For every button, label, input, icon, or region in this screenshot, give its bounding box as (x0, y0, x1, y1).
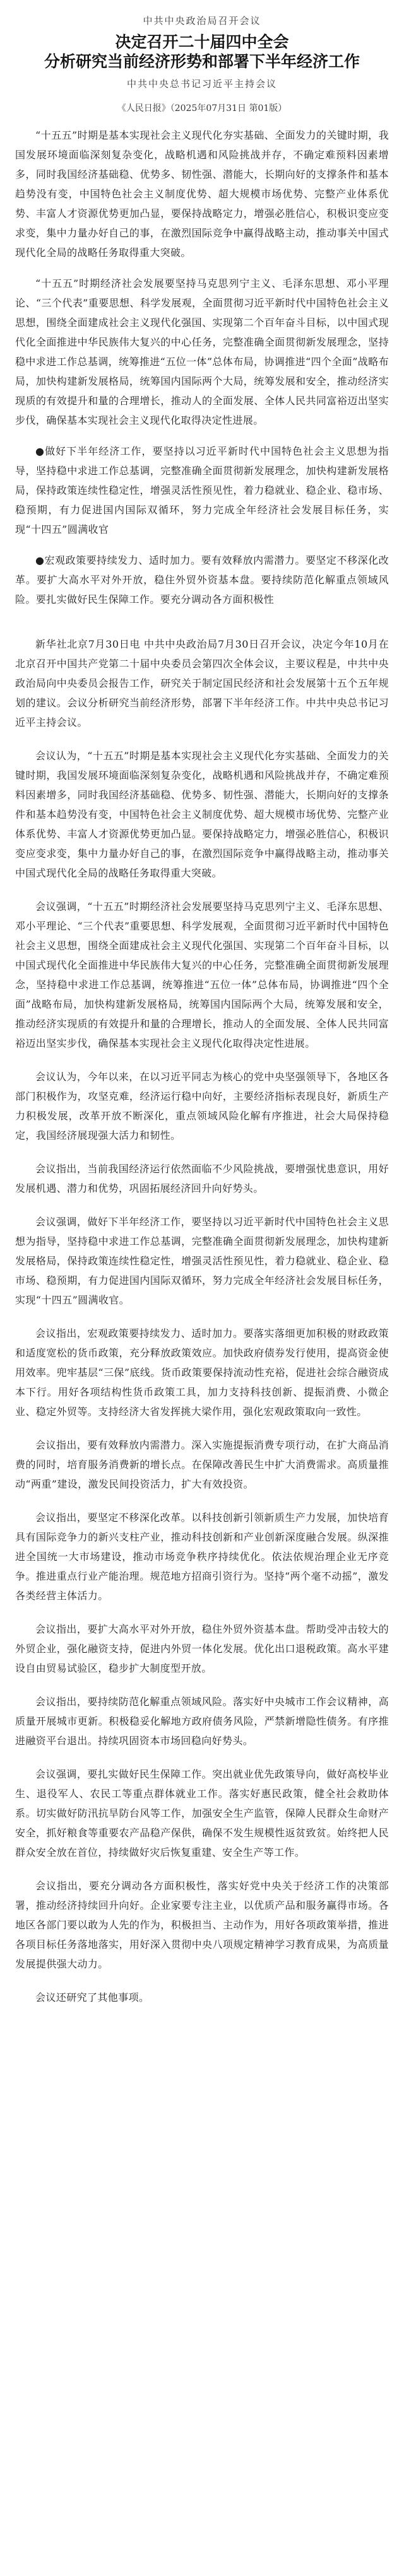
byline: 中共中央总书记习近平主持会议 (126, 78, 277, 90)
body-paragraph: 会议强调，要扎实做好民生保障工作。突出就业优先政策导向，做好高校毕业生、退役军人、农民工等重点群体就业工作。落实好惠民政策，健全社会救助体系。切实做好防汛抗旱防台风等工作，加强安全生产监管，保障人民群众生命财产安全，抓好粮食等重要农产品稳产保供，确保不发生规模性返贫致贫。始终把人民群众安全放在首位，持续做好灾后恢复重建、安全生产等工作。 (15, 1768, 389, 1858)
headline-line-1: 决定召开二十届四中全会 (115, 33, 289, 51)
headline-line-2: 分析研究当前经济形势和部署下半年经济工作 (44, 52, 360, 71)
body-paragraph: 会议强调，“十五五”时期经济社会发展要坚持马克思列宁主义、毛泽东思想、邓小平理论、“三个代表”重要思想、科学发展观，全面贯彻习近平新时代中国特色社会主义思想，围绕全面建成社会主义现代化强国、实现第二个百年奋斗目标，以中国式现代化全面推进中华民族伟大复兴的中心任务，完整准确全面贯彻新发展理念，坚持稳中求进工作总基调，统筹推进“五位一体”总体布局，协调推进“四个全面”战略布局，加快构建新发展格局，统筹国内国际两个大局，统筹发展和安全，推动经济实现质的有效提升和量的合理增长，推动人的全面发展、全体人民共同富裕迈出坚实步伐，确保基本实现社会主义现代化取得决定性进展。 (15, 900, 389, 1049)
body-paragraph: 会议指出，要持续防范化解重点领域风险。落实好中央城市工作会议精神，高质量开展城市更新。积极稳妥化解地方政府债务风险，严禁新增隐性债务。有序推进融资平台退出。持续巩固资本市场回稳向好势头。 (15, 1695, 389, 1747)
body-paragraph: 会议指出，当前我国经济运行依然面临不少风险挑战，要增强忧患意识，用好发展机遇、潜力和优势，巩固拓展经济回升向好势头。 (15, 1162, 389, 1194)
body-section (15, 634, 389, 2007)
lead-section (15, 125, 389, 609)
body-paragraph: 会议指出，宏观政策要持续发力、适时加力。要落实落细更加积极的财政政策和适度宽松的货币政策，充分释放政策效应。加快政府债券发行使用，提高资金使用效率。兜牢基层“三保”底线。货币政策要保持流动性充裕，促进社会综合融资成本下行。用好各项结构性货币政策工具，加力支持科技创新、提振消费、小微企业、稳定外贸等。支持经济大省发挥挑大梁作用，强化宏观政策取向一致性。 (15, 1327, 389, 1418)
body-paragraph: 会议还研究了其他事项。 (35, 1991, 150, 2003)
body-paragraph: 会议指出，要有效释放内需潜力。深入实施提振消费专项行动，在扩大商品消费的同时，培育服务消费新的增长点。在保障改善民生中扩大消费需求。高质量推动“两重”建设，激发民间投资活力，扩大有效投资。 (15, 1438, 389, 1490)
body-paragraph: 会议认为，今年以来，在以习近平同志为核心的党中央坚强领导下，各地区各部门积极作为，攻坚克难，经济运行稳中向好，主要经济指标表现良好，新质生产力积极发展，改革开放不断深化，重点领域风险化解有序推进，社会大局保持稳定，我国经济展现强大活力和韧性。 (15, 1070, 389, 1141)
lead-paragraph: ●做好下半年经济工作，要坚持以习近平新时代中国特色社会主义思想为指导，坚持稳中求进工作总基调，完整准确全面贯彻新发展理念，加快构建新发展格局，保持政策连续性稳定性，增强灵活性预见性，着力稳就业、稳企业、稳市场、稳预期，有力促进国内国际双循环，努力完成全年经济社会发展目标任务，实现“十四五”圆满收官 (15, 445, 389, 535)
body-paragraph: 会议指出，要扩大高水平对外开放，稳住外贸外资基本盘。帮助受冲击较大的外贸企业，强化融资支持，促进内外贸一体化发展。优化出口退税政策。高水平建设自由贸易试验区，稳步扩大制度型开放。 (15, 1623, 389, 1674)
source-line: 《人民日报》（2025年07月31日 第01版） (117, 103, 287, 114)
kicker: 中共中央政治局召开会议 (143, 15, 261, 26)
lead-paragraph: “十五五”时期经济社会发展要坚持马克思列宁主义、毛泽东思想、邓小平理论、“三个代表”重要思想、科学发展观，全面贯彻习近平新时代中国特色社会主义思想，围绕全面建成社会主义现代化强国、实现第二个百年奋斗目标，以中国式现代化全面推进中华民族伟大复兴的中心任务，完整准确全面贯彻新发展理念，坚持稳中求进工作总基调，统筹推进“五位一体”总体布局，协调推进“四个全面”战略布局，加快构建新发展格局，统筹国内国际两个大局，统筹发展和安全，推动经济实现质的有效提升和量的合理增长，推动人的全面发展、全体人民共同富裕迈出坚实步伐，确保基本实现社会主义现代化取得决定性进展。 (15, 277, 389, 426)
body-paragraph: 会议指出，要充分调动各方面积极性，落实好党中央关于经济工作的决策部署，推动经济持续回升向好。企业家要专注主业，以优质产品和服务赢得市场。各地区各部门要以敢为人先的作为，积极担当、主动作为，用好各项政策举措，推进各项目标任务落地落实，用好深入贯彻中央八项规定精神学习教育成果，为高质量发展提供强大动力。 (15, 1879, 389, 1970)
body-paragraph: 会议指出，要坚定不移深化改革。以科技创新引领新质生产力发展，加快培育具有国际竞争力的新兴支柱产业，推动科技创新和产业创新深度融合发展。纵深推进全国统一大市场建设，推动市场竞争秩序持续优化。依法依规治理企业无序竞争。推进重点行业产能治理。规范地方招商引资行为。坚持“两个毫不动摇”，激发各类经营主体活力。 (15, 1511, 389, 1602)
body-paragraph: 会议认为，“十五五”时期是基本实现社会主义现代化夯实基础、全面发力的关键时期，我国发展环境面临深刻复杂变化，战略机遇和风险挑战并存，不确定难预料因素增多，同时我国经济基础稳、优势多、韧性强、潜能大，长期向好的支撑条件和基本趋势没有变，中国特色社会主义制度优势、超大规模市场优势、完整产业体系优势、丰富人才资源优势更加凸显。要保持战略定力，增强必胜信心，积极识变应变求变，集中力量办好自己的事，在激烈国际竞争中赢得战略主动，推动事关中国式现代化全局的战略任务取得重大突破。 (15, 749, 389, 879)
lead-paragraph: “十五五”时期是基本实现社会主义现代化夯实基础、全面发力的关键时期，我国发展环境面临深刻复杂变化，战略机遇和风险挑战并存，不确定难预料因素增多，同时我国经济基础稳、优势多、韧性强、潜能大，长期向好的支撑条件和基本趋势没有变，中国特色社会主义制度优势、超大规模市场优势、完整产业体系优势、丰富人才资源优势更加凸显，要保持战略定力，增强必胜信心，积极识变应变求变，集中力量办好自己的事，在激烈国际竞争中赢得战略主动，推动事关中国式现代化全局的战略任务取得重大突破。 (15, 129, 389, 259)
lead-paragraph: ●宏观政策要持续发力、适时加力。要有效释放内需潜力。要坚定不移深化改革。要扩大高水平对外开放，稳住外贸外资基本盘。要持续防范化解重点领域风险。要扎实做好民生保障工作。要充分调动各方面积极性 (15, 554, 389, 605)
body-paragraph: 会议强调，做好下半年经济工作，要坚持以习近平新时代中国特色社会主义思想为指导，坚持稳中求进工作总基调，完整准确全面贯彻新发展理念，加快构建新发展格局，保持政策连续性稳定性，增强灵活性预见性，着力稳就业、稳企业、稳市场、稳预期，有力促进国内国际双循环，努力完成全年经济社会发展目标任务，实现“十四五”圆满收官。 (15, 1215, 389, 1306)
body-paragraph: 新华社北京7月30日电 中共中央政治局7月30日召开会议，决定今年10月在北京召开中国共产党第二十届中央委员会第四次全体会议，主要议程是，中共中央政治局向中央委员会报告工作，研究关于制定国民经济和社会发展第十五个五年规划的建议。会议分析研究当前经济形势，部署下半年经济工作。中共中央总书记习近平主持会议。 (15, 638, 389, 728)
section-gap (15, 621, 389, 634)
